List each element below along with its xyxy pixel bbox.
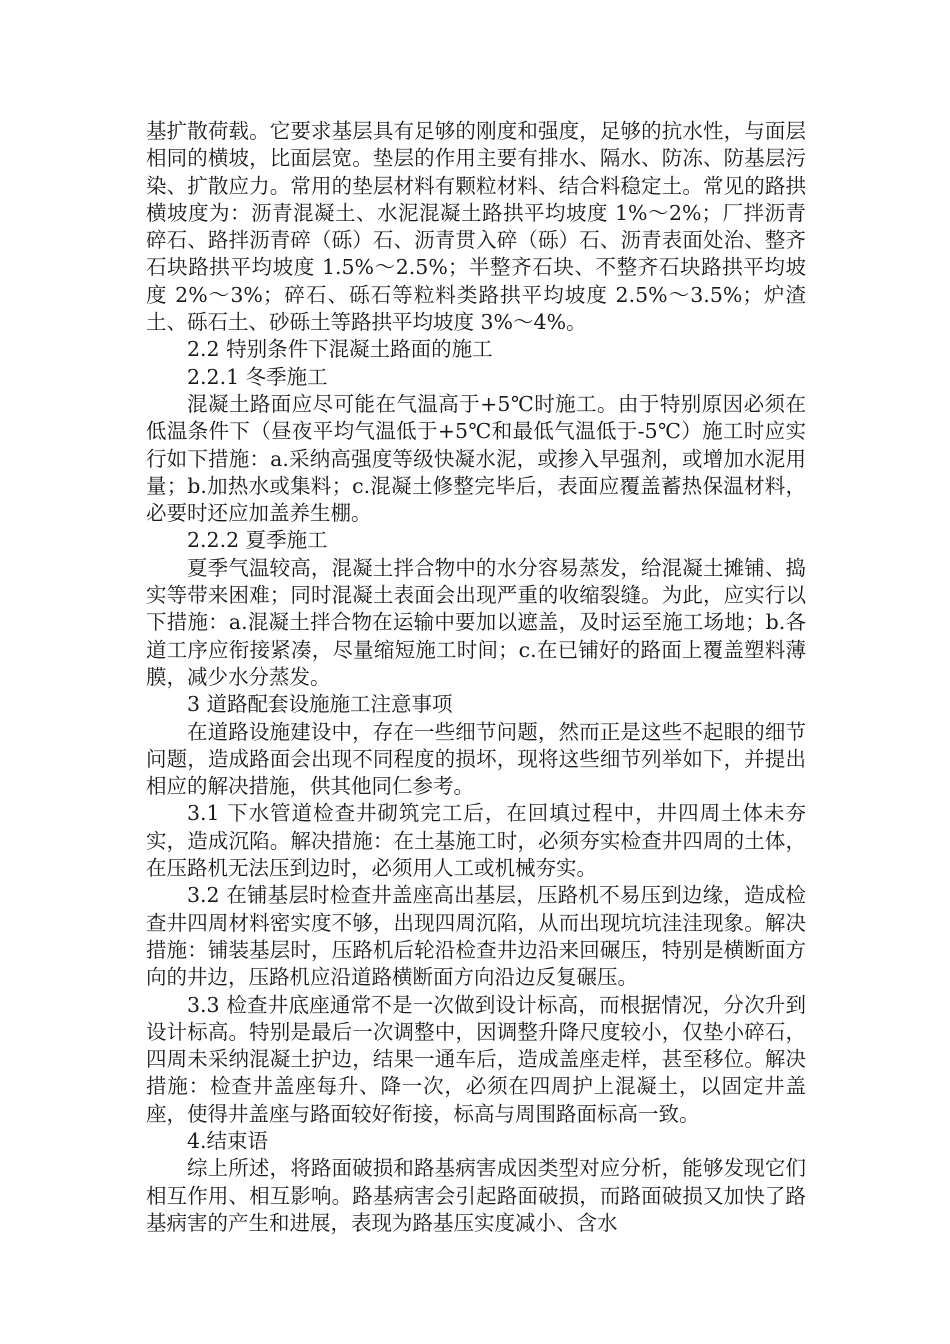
section-heading-3: 3 道路配套设施施工注意事项 [187,692,453,717]
body-paragraph-3-1: 3.1 下水管道检查井砌筑完工后，在回填过程中，井四周土体未夯实，造成沉陷。解决措施：在土基施工时，必须夯实检查井四周的土体，在压路机无法压到边时，必须用人工或机械夯实。 [146,801,806,881]
section-heading-4: 4.结束语 [187,1128,269,1153]
body-paragraph-winter: 混凝土路面应尽可能在气温高于+5℃时施工。由于特别原因必须在低温条件下（昼夜平均气温低于+5℃和最低气温低于-5℃）施工时应实行如下措施：a.采纳高强度等级快凝水泥，或掺入早强剂，或增加水泥用量；b.加热水或集料；c.混凝土修整完毕后，表面应覆盖蓄热保温材料，必要时还应加盖养生棚。 [146,391,806,526]
document-page [146,118,806,1237]
body-paragraph-3-2: 3.2 在铺基层时检查井盖座高出基层，压路机不易压到边缘，造成检查井四周材料密实度不够，出现四周沉陷，从而出现坑坑洼洼现象。解决措施：铺装基层时，压路机后轮沿检查井边沿来回碾压，特别是横断面方向的井边，压路机应沿道路横断面方向沿边反复碾压。 [146,883,806,990]
body-paragraph-roadbed: 基扩散荷载。它要求基层具有足够的刚度和强度，足够的抗水性，与面层相同的横坡，比面层宽。垫层的作用主要有排水、隔水、防冻、防基层污染、扩散应力。常用的垫层材料有颗粒材料、结合料稳定土。常见的路拱横坡度为：沥青混凝土、水泥混凝土路拱平均坡度 1%～2%；厂拌沥青碎石、路拌沥青碎（砾）石、沥青贯入碎（砾）石、沥青表面处治、整齐石块路拱平均坡度 1.5%～2.5%；半整齐石块、不整齐石块路拱平均坡度 2%～3%；碎石、砾石等粒料类路拱平均坡度 2.5%～3.5%；炉渣土、砾石土、砂砾土等路拱平均坡度 3%～4%。 [146,119,806,335]
section-heading-2-2-1: 2.2.1 冬季施工 [187,364,328,389]
body-paragraph-facilities: 在道路设施建设中，存在一些细节问题，然而正是这些不起眼的细节问题，造成路面会出现不同程度的损坏，现将这些细节列举如下，并提出相应的解决措施，供其他同仁参考。 [146,719,806,799]
section-heading-2-2: 2.2 特别条件下混凝土路面的施工 [187,337,493,362]
body-paragraph-conclusion: 综上所述，将路面破损和路基病害成因类型对应分析，能够发现它们相互作用、相互影响。路基病害会引起路面破损，而路面破损又加快了路基病害的产生和进展，表现为路基压实度减小、含水 [146,1156,806,1235]
body-paragraph-3-3: 3.3 检查井底座通常不是一次做到设计标高，而根据情况，分次升到设计标高。特别是最后一次调整中，因调整升降尺度较小，仅垫小碎石，四周未采纳混凝土护边，结果一通车后，造成盖座走样，甚至移位。解决措施：检查井盖座每升、降一次，必须在四周护上混凝土，以固定井盖座，使得井盖座与路面较好衔接，标高与周围路面标高一致。 [146,992,806,1126]
body-paragraph-summer: 夏季气温较高，混凝土拌合物中的水分容易蒸发，给混凝土摊铺、捣实等带来困难；同时混凝土表面会出现严重的收缩裂缝。为此，应实行以下措施：a.混凝土拌合物在运输中要加以遮盖，及时运至施工场地；b.各道工序应衔接紧凑，尽量缩短施工时间；c.在已铺好的路面上覆盖塑料薄膜，减少水分蒸发。 [146,555,806,689]
section-heading-2-2-2: 2.2.2 夏季施工 [187,528,328,553]
